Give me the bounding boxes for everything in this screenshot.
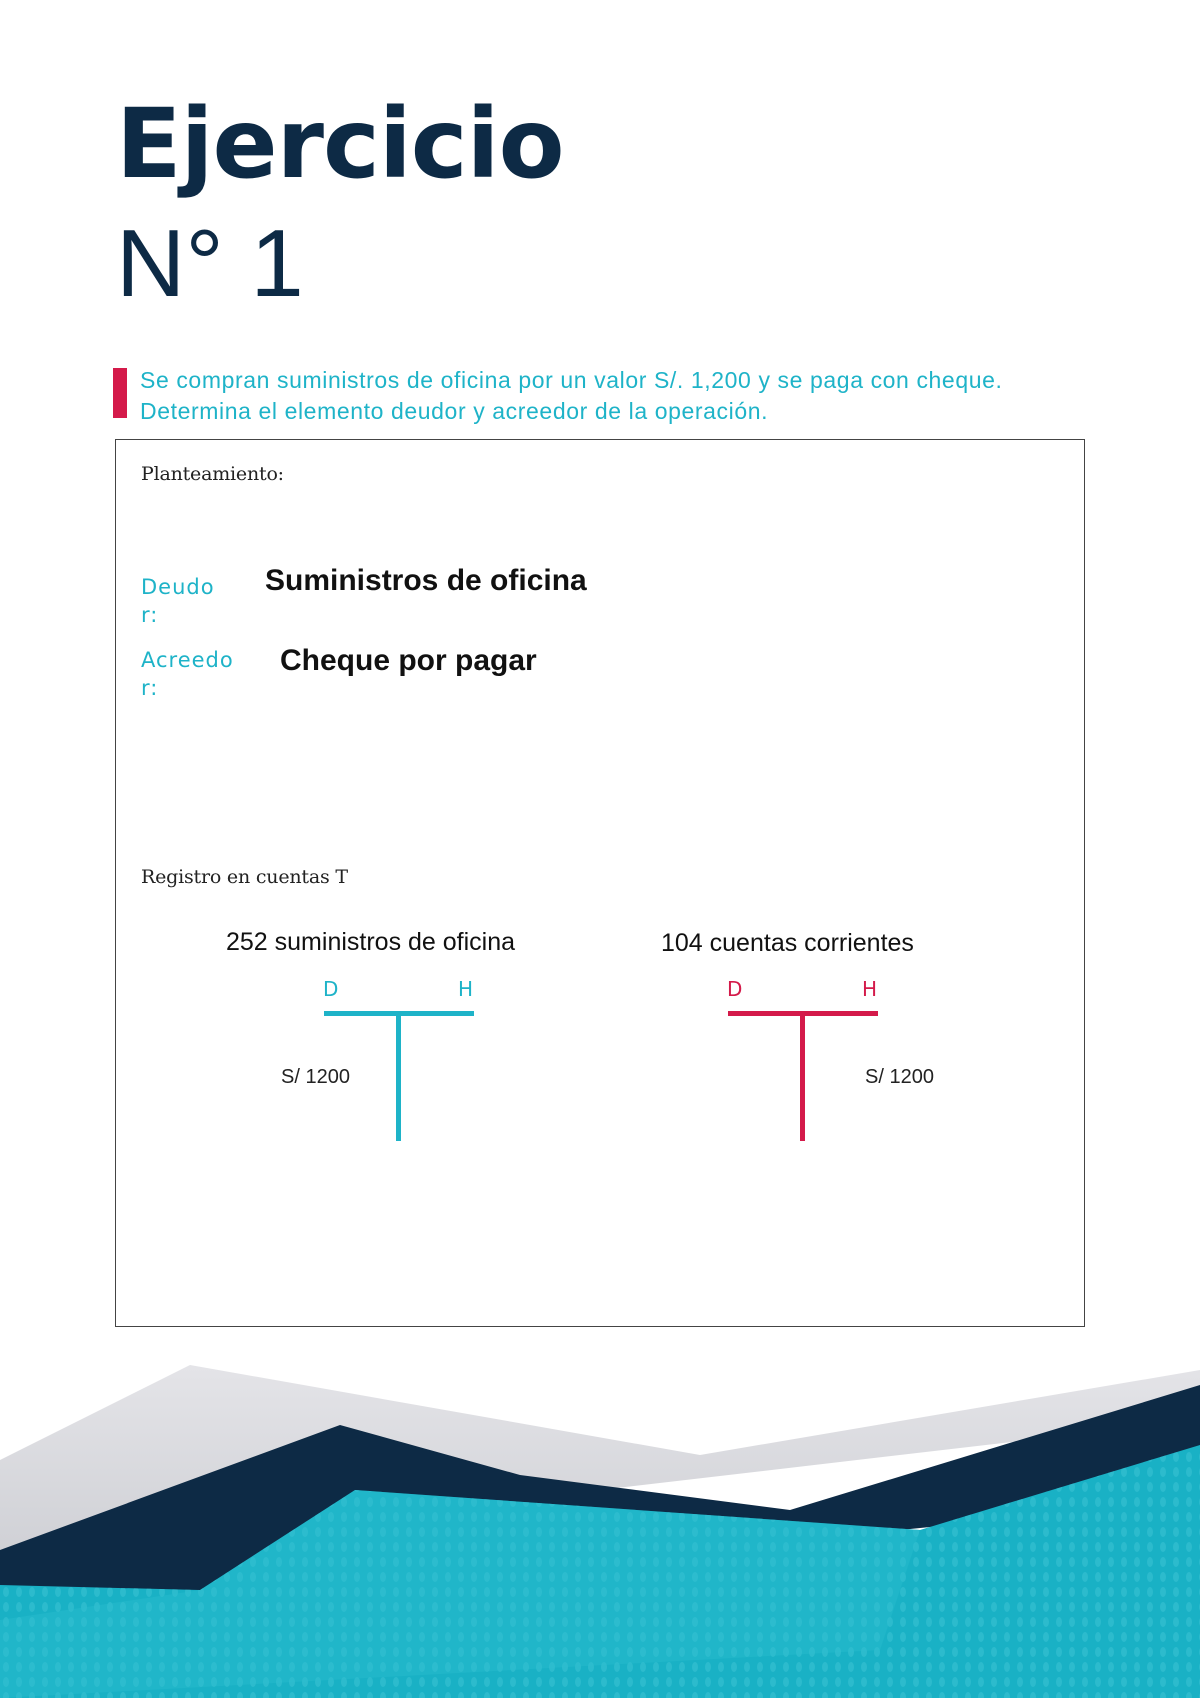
- creditor-label: [141, 646, 251, 702]
- solution-box: [115, 439, 1085, 1327]
- t-account-vertical-bar: [396, 1011, 401, 1141]
- debit-label: D: [323, 977, 339, 1001]
- debit-amount: S/ 1200: [281, 1066, 350, 1088]
- debtor-label-part2: r:: [141, 603, 159, 627]
- credit-amount: S/ 1200: [865, 1066, 934, 1088]
- debtor-value: Suministros de oficina: [265, 564, 587, 597]
- exercise-statement: [140, 365, 1100, 427]
- statement-line-2: Determina el elemento deudor y acreedor de la operación.: [140, 398, 769, 424]
- creditor-value: Cheque por pagar: [280, 644, 537, 677]
- page-title-line1: Ejercicio: [116, 88, 564, 200]
- decorative-footer: [0, 1360, 1200, 1698]
- credit-label: H: [458, 977, 474, 1001]
- registro-heading: Registro en cuentas T: [141, 866, 348, 888]
- debtor-label: [141, 573, 251, 629]
- creditor-label-part1: Acreedo: [141, 648, 234, 672]
- statement-line-1: Se compran suministros de oficina por un valor S/. 1,200 y se paga con cheque.: [140, 367, 1003, 393]
- t-account-vertical-bar: [800, 1011, 805, 1141]
- debit-label: D: [727, 977, 743, 1001]
- accent-bar: [113, 368, 127, 418]
- creditor-label-part2: r:: [141, 676, 159, 700]
- credit-label: H: [862, 977, 878, 1001]
- t-account-title: 252 suministros de oficina: [226, 928, 516, 956]
- t-account-title: 104 cuentas corrientes: [661, 929, 914, 957]
- page-title-line2: N° 1: [116, 210, 304, 317]
- planteamiento-heading: Planteamiento:: [141, 463, 284, 485]
- debtor-label-part1: Deudo: [141, 575, 215, 599]
